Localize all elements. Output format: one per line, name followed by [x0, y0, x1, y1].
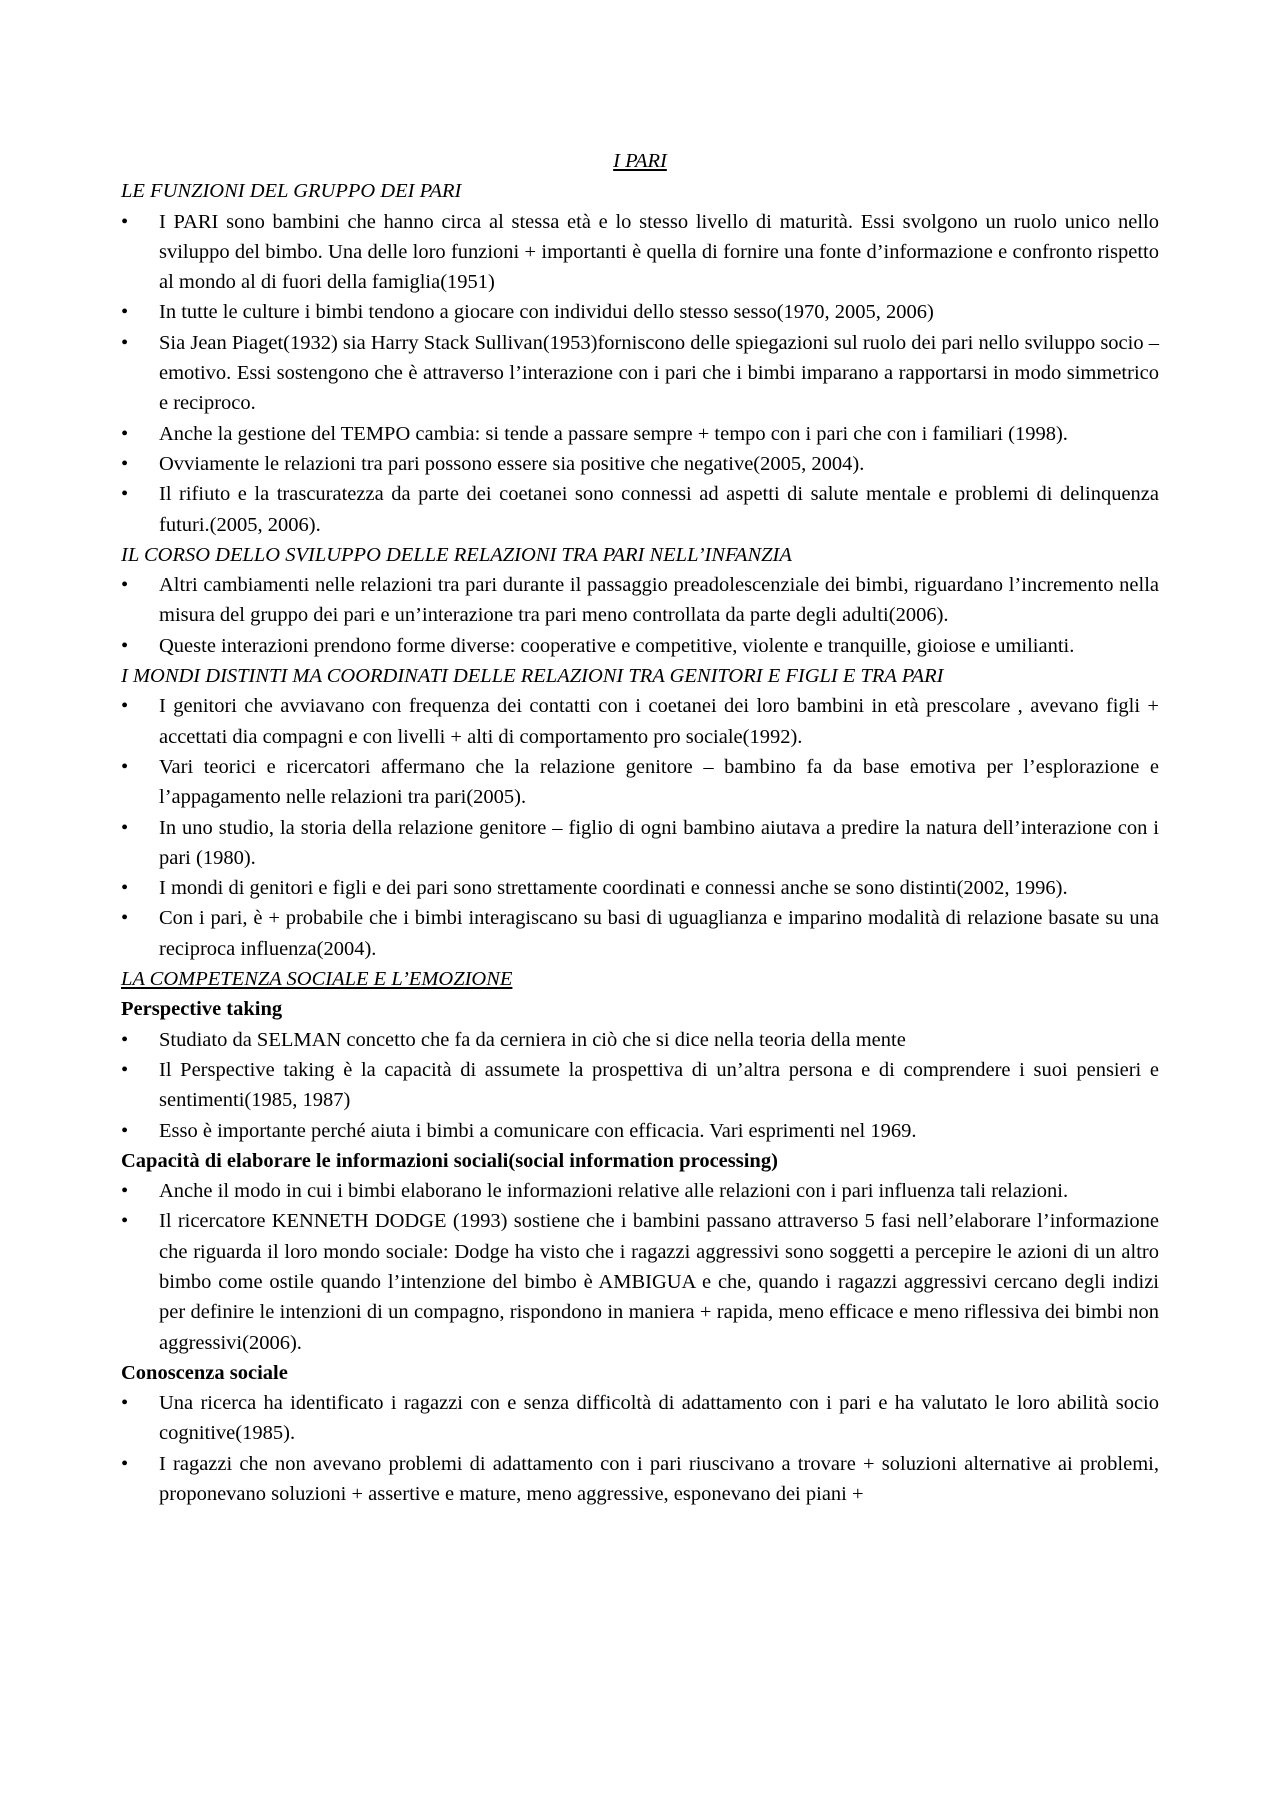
list-item: • I mondi di genitori e figli e dei pari sono strettamente coordinati e connessi anche se sono distinti(2002, 1996). — [121, 873, 1159, 903]
bullet-icon: • — [121, 1180, 129, 1203]
bullet-list-corso-sviluppo — [121, 570, 1159, 661]
bullet-icon: • — [121, 483, 129, 506]
list-item: • I ragazzi che non avevano problemi di adattamento con i pari riuscivano a trovare + soluzioni alternative ai problemi, proponevano soluzioni + assertive e mature, meno aggressive, esponevano dei piani + — [121, 1449, 1159, 1510]
bullet-icon: • — [121, 1028, 129, 1051]
page-title: I PARI — [613, 150, 667, 172]
bullet-icon: • — [121, 1452, 129, 1475]
bullet-list-conoscenza-sociale — [121, 1388, 1159, 1509]
bullet-icon: • — [121, 301, 129, 324]
bullet-icon: • — [121, 1392, 129, 1415]
list-item: • In uno studio, la storia della relazione genitore – figlio di ogni bambino aiutava a predire la natura dell’interazione con i pari (1980). — [121, 813, 1159, 874]
list-item: • Anche il modo in cui i bimbi elaborano le informazioni relative alle relazioni con i pari influenza tali relazioni. — [121, 1176, 1159, 1206]
bullet-icon: • — [121, 1119, 129, 1142]
bullet-icon: • — [121, 1210, 129, 1233]
bullet-icon: • — [121, 331, 129, 354]
subsection-heading-perspective-taking: Perspective taking — [121, 998, 283, 1021]
subsection-heading-conoscenza-sociale: Conoscenza sociale — [121, 1361, 288, 1384]
list-item: • I PARI sono bambini che hanno circa al stessa età e lo stesso livello di maturità. Essi svolgono un ruolo unico nello sviluppo del bimbo. Una delle loro funzioni + importanti è quella di fornire una fonte d’informazione e confronto rispetto al mondo al di fuori della famiglia(1951) — [121, 207, 1159, 298]
list-item: • Una ricerca ha identificato i ragazzi con e senza difficoltà di adattamento con i pari e ha valutato le loro abilità socio cognitive(1985). — [121, 1388, 1159, 1449]
list-item: • Il Perspective taking è la capacità di assumete la prospettiva di un’altra persona e di comprendere i suoi pensieri e sentimenti(1985, 1987) — [121, 1055, 1159, 1116]
bullet-icon: • — [121, 907, 129, 930]
list-item: • Esso è importante perché aiuta i bimbi a comunicare con efficacia. Vari esprimenti nel 1969. — [121, 1116, 1159, 1146]
list-item: • Con i pari, è + probabile che i bimbi interagiscano su basi di uguaglianza e imparino modalità di relazione basate su una reciproca influenza(2004). — [121, 903, 1159, 964]
bullet-icon: • — [121, 634, 129, 657]
bullet-list-social-information-processing — [121, 1176, 1159, 1358]
list-item: • Sia Jean Piaget(1932) sia Harry Stack Sullivan(1953)forniscono delle spiegazioni sul ruolo dei pari nello sviluppo socio – emotivo. Essi sostengono che è attraverso l’interazione con i pari che i bimbi imparano a rapportarsi in modo simmetrico e reciproco. — [121, 328, 1159, 419]
section-heading-mondi-distinti: I MONDI DISTINTI MA COORDINATI DELLE RELAZIONI TRA GENITORI E FIGLI E TRA PARI — [121, 665, 944, 688]
list-item: • Il ricercatore KENNETH DODGE (1993) sostiene che i bambini passano attraverso 5 fasi nell’elaborare l’informazione che riguarda il loro mondo sociale: Dodge ha visto che i ragazzi aggressivi sono soggetti a percepire le azioni di un altro bimbo come ostile quando l’intenzione del bimbo è AMBIGUA e che, quando i ragazzi aggressivi cercano degli indizi per definire le intenzioni di un compagno, rispondono in maniera + rapida, meno efficace e meno riflessiva dei bimbi non aggressivi(2006). — [121, 1206, 1159, 1357]
bullet-list-funzioni — [121, 207, 1159, 540]
bullet-icon: • — [121, 210, 129, 233]
bullet-list-mondi-distinti — [121, 691, 1159, 964]
bullet-icon: • — [121, 452, 129, 475]
list-item: • In tutte le culture i bimbi tendono a giocare con individui dello stesso sesso(1970, 2005, 2006) — [121, 297, 1159, 327]
bullet-icon: • — [121, 695, 129, 718]
document-page — [121, 146, 1159, 1509]
section-heading-competenza-sociale: LA COMPETENZA SOCIALE E L’EMOZIONE — [121, 968, 513, 991]
bullet-icon: • — [121, 877, 129, 900]
subsection-heading-social-information-processing: Capacità di elaborare le informazioni sociali(social information processing) — [121, 1149, 778, 1172]
list-item: • Studiato da SELMAN concetto che fa da cerniera in ciò che si dice nella teoria della mente — [121, 1025, 1159, 1055]
list-item: • Queste interazioni prendono forme diverse: cooperative e competitive, violente e tranquille, gioiose e umilianti. — [121, 631, 1159, 661]
list-item: • Anche la gestione del TEMPO cambia: si tende a passare sempre + tempo con i pari che con i familiari (1998). — [121, 419, 1159, 449]
bullet-icon: • — [121, 1058, 129, 1081]
list-item: • Il rifiuto e la trascuratezza da parte dei coetanei sono connessi ad aspetti di salute mentale e problemi di delinquenza futuri.(2005, 2006). — [121, 479, 1159, 540]
section-heading-corso-sviluppo: IL CORSO DELLO SVILUPPO DELLE RELAZIONI TRA PARI NELL’INFANZIA — [121, 543, 792, 566]
section-heading-funzioni: LE FUNZIONI DEL GRUPPO DEI PARI — [121, 180, 462, 203]
list-item: • I genitori che avviavano con frequenza dei contatti con i coetanei dei loro bambini in età prescolare , avevano figli + accettati dia compagni e con livelli + alti di comportamento pro sociale(1992). — [121, 691, 1159, 752]
list-item: • Altri cambiamenti nelle relazioni tra pari durante il passaggio preadolescenziale dei bimbi, riguardano l’incremento nella misura del gruppo dei pari e un’interazione tra pari meno controllata da parte degli adulti(2006). — [121, 570, 1159, 631]
bullet-icon: • — [121, 816, 129, 839]
list-item: • Vari teorici e ricercatori affermano che la relazione genitore – bambino fa da base emotiva per l’esplorazione e l’appagamento nelle relazioni tra pari(2005). — [121, 752, 1159, 813]
bullet-icon: • — [121, 755, 129, 778]
bullet-list-perspective-taking — [121, 1025, 1159, 1146]
list-item: • Ovviamente le relazioni tra pari possono essere sia positive che negative(2005, 2004). — [121, 449, 1159, 479]
bullet-icon: • — [121, 422, 129, 445]
bullet-icon: • — [121, 574, 129, 597]
